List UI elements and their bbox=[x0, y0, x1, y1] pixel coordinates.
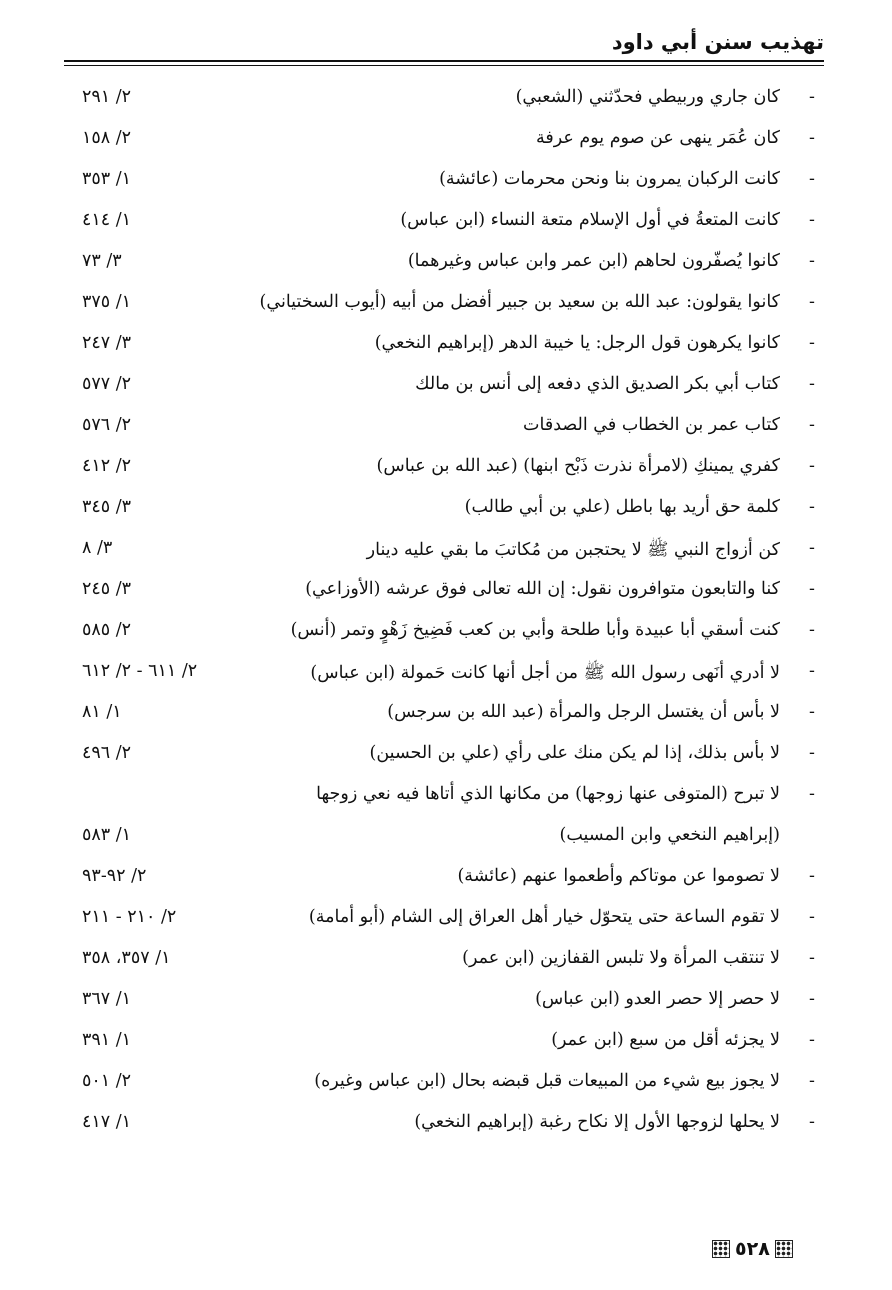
entry-text: لا يجزئه أقل من سبع (ابن عمر) bbox=[551, 1030, 780, 1050]
entry-reference: ١/ ٥٨٣ bbox=[82, 825, 132, 845]
entry-text: لا يحلها لزوجها الأول إلا نكاح رغبة (إبراهيم النخعي) bbox=[414, 1112, 780, 1132]
entry-dash: - bbox=[809, 661, 815, 681]
entry-dash: - bbox=[809, 866, 815, 886]
entry-reference: ٣/ ٢٤٧ bbox=[82, 333, 132, 353]
entry-reference: ٢/ ٥٨٥ bbox=[82, 620, 132, 640]
entry-reference: ٢/ ١٥٨ bbox=[82, 128, 132, 148]
entry-reference: ١/ ٣٧٥ bbox=[82, 292, 132, 312]
entry-text: لا حصر إلا حصر العدو (ابن عباس) bbox=[535, 989, 780, 1009]
entry-dash: - bbox=[809, 87, 815, 107]
index-entry bbox=[82, 980, 820, 1021]
entry-text: كفري يمينكِ (لامرأة نذرت ذَبْح ابنها) (عبد الله بن عباس) bbox=[376, 456, 780, 476]
entry-text: كن أزواج النبي ﷺ لا يحتجبن من مُكاتبَ ما بقي عليه دينار bbox=[366, 540, 780, 560]
entry-text: لا تبرح (المتوفى عنها زوجها) من مكانها الذي أتاها فيه نعي زوجها bbox=[316, 784, 780, 804]
index-entry bbox=[82, 283, 820, 324]
page-number: ٥٢٨ bbox=[735, 1238, 770, 1260]
index-entry bbox=[82, 406, 820, 447]
index-entry bbox=[82, 939, 820, 980]
index-entry bbox=[82, 775, 820, 816]
entry-dash: - bbox=[809, 579, 815, 599]
entry-reference: ١/ ٣٦٧ bbox=[82, 989, 132, 1009]
index-entry bbox=[82, 488, 820, 529]
entry-reference: ٢/ ٤٩٦ bbox=[82, 743, 132, 763]
index-entry bbox=[82, 1021, 820, 1062]
entry-reference: ١/ ٨١ bbox=[82, 702, 122, 722]
book-title: تهذيب سنن أبي داود bbox=[611, 30, 824, 54]
entry-text: (إبراهيم النخعي وابن المسيب) bbox=[559, 825, 780, 845]
entry-text: لا بأس بذلك، إذا لم يكن منك على رأي (علي بن الحسين) bbox=[369, 743, 780, 763]
entry-dash: - bbox=[809, 497, 815, 517]
entry-dash: - bbox=[809, 169, 815, 189]
entry-text: لا أدري أنَهى رسول الله ﷺ من أجل أنها كانت حَمولة (ابن عباس) bbox=[310, 663, 780, 683]
ornament-icon bbox=[775, 1240, 793, 1258]
index-entry bbox=[82, 324, 820, 365]
entry-dash: - bbox=[809, 333, 815, 353]
entry-dash: - bbox=[809, 538, 815, 558]
entry-dash: - bbox=[809, 1112, 815, 1132]
index-entry bbox=[82, 160, 820, 201]
entry-text: كانوا يقولون: عبد الله بن سعيد بن جبير أفضل من أبيه (أيوب السختياني) bbox=[259, 292, 780, 312]
entry-text: لا تصوموا عن موتاكم وأطعموا عنهم (عائشة) bbox=[457, 866, 780, 886]
index-entry bbox=[82, 734, 820, 775]
entry-text: كانوا يكرهون قول الرجل: يا خيبة الدهر (إبراهيم النخعي) bbox=[374, 333, 780, 353]
entry-dash: - bbox=[809, 620, 815, 640]
entry-text: كتاب أبي بكر الصديق الذي دفعه إلى أنس بن مالك bbox=[415, 374, 780, 394]
entry-dash: - bbox=[809, 907, 815, 927]
entry-dash: - bbox=[809, 989, 815, 1009]
entry-reference: ١/ ٣٩١ bbox=[82, 1030, 132, 1050]
ornament-icon bbox=[712, 1240, 730, 1258]
index-entry bbox=[82, 1103, 820, 1144]
page-footer bbox=[712, 1238, 793, 1260]
entry-reference: ٢/ ٥٠١ bbox=[82, 1071, 132, 1091]
index-entry bbox=[82, 570, 820, 611]
index-entry bbox=[82, 447, 820, 488]
entry-dash: - bbox=[809, 456, 815, 476]
entry-text: كانت الركبان يمرون بنا ونحن محرمات (عائشة) bbox=[439, 169, 780, 189]
entry-reference: ٢/ ٢١٠ - ٢١١ bbox=[82, 907, 177, 927]
entry-text: لا يجوز بيع شيء من المبيعات قبل قبضه بحال (ابن عباس وغيره) bbox=[314, 1071, 780, 1091]
index-entry bbox=[82, 898, 820, 939]
index-entry bbox=[82, 611, 820, 652]
index-entry bbox=[82, 529, 820, 570]
entry-text: كلمة حق أريد بها باطل (علي بن أبي طالب) bbox=[464, 497, 780, 517]
entry-text: كان جاري وربيطي فحدّثني (الشعبي) bbox=[515, 87, 780, 107]
entry-text: كنت أسقي أبا عبيدة وأبا طلحة وأبي بن كعب فَضِيخ زَهْوٍ وتمر (أنس) bbox=[290, 620, 780, 640]
index-entry bbox=[82, 119, 820, 160]
entry-text: لا بأس أن يغتسل الرجل والمرأة (عبد الله بن سرجس) bbox=[387, 702, 780, 722]
entry-reference: ٢/ ٤١٢ bbox=[82, 456, 132, 476]
index-entry bbox=[82, 201, 820, 242]
entry-text: لا تقوم الساعة حتى يتحوّل خيار أهل العراق إلى الشام (أبو أمامة) bbox=[308, 907, 780, 927]
entry-reference: ٣/ ٣٤٥ bbox=[82, 497, 132, 517]
index-entry bbox=[82, 78, 820, 119]
entry-reference: ٢/ ٥٧٧ bbox=[82, 374, 132, 394]
entry-reference: ٢/ ٦١١ - ٢/ ٦١٢ bbox=[82, 661, 198, 681]
index-list bbox=[82, 78, 820, 1144]
index-entry bbox=[82, 857, 820, 898]
running-header bbox=[64, 26, 824, 68]
entry-dash: - bbox=[809, 1071, 815, 1091]
entry-dash: - bbox=[809, 784, 815, 804]
entry-reference: ١/ ٤١٤ bbox=[82, 210, 132, 230]
index-entry bbox=[82, 816, 820, 857]
entry-reference: ١/ ٣٥٧، ٣٥٨ bbox=[82, 948, 171, 968]
entry-dash: - bbox=[809, 1030, 815, 1050]
entry-reference: ٣/ ٢٤٥ bbox=[82, 579, 132, 599]
entry-dash: - bbox=[809, 948, 815, 968]
entry-text: لا تنتقب المرأة ولا تلبس القفازين (ابن عمر) bbox=[462, 948, 780, 968]
entry-reference: ٢/ ٥٧٦ bbox=[82, 415, 132, 435]
entry-dash: - bbox=[809, 702, 815, 722]
entry-dash: - bbox=[809, 415, 815, 435]
entry-dash: - bbox=[809, 128, 815, 148]
entry-text: كانت المتعةُ في أول الإسلام متعة النساء (ابن عباس) bbox=[400, 210, 780, 230]
header-rule-thin bbox=[64, 65, 824, 66]
index-entry bbox=[82, 652, 820, 693]
index-entry bbox=[82, 242, 820, 283]
entry-dash: - bbox=[809, 743, 815, 763]
header-rule-thick bbox=[64, 60, 824, 62]
entry-reference: ١/ ٤١٧ bbox=[82, 1112, 132, 1132]
entry-text: كانوا يُصفّرون لحاهم (ابن عمر وابن عباس وغيرهما) bbox=[407, 251, 780, 271]
entry-dash: - bbox=[809, 251, 815, 271]
entry-reference: ٣/ ٨ bbox=[82, 538, 113, 558]
entry-reference: ٢/ ٩٢-٩٣ bbox=[82, 866, 147, 886]
entry-reference: ٢/ ٢٩١ bbox=[82, 87, 132, 107]
index-entry bbox=[82, 365, 820, 406]
entry-reference: ١/ ٣٥٣ bbox=[82, 169, 132, 189]
entry-text: كتاب عمر بن الخطاب في الصدقات bbox=[523, 415, 780, 435]
entry-reference: ٣/ ٧٣ bbox=[82, 251, 122, 271]
entry-dash: - bbox=[809, 210, 815, 230]
entry-text: كنا والتابعون متوافرون نقول: إن الله تعالى فوق عرشه (الأوزاعي) bbox=[305, 579, 780, 599]
entry-dash: - bbox=[809, 374, 815, 394]
index-entry bbox=[82, 1062, 820, 1103]
index-entry bbox=[82, 693, 820, 734]
entry-text: كان عُمَر ينهى عن صوم يوم عرفة bbox=[535, 128, 780, 148]
entry-dash: - bbox=[809, 292, 815, 312]
